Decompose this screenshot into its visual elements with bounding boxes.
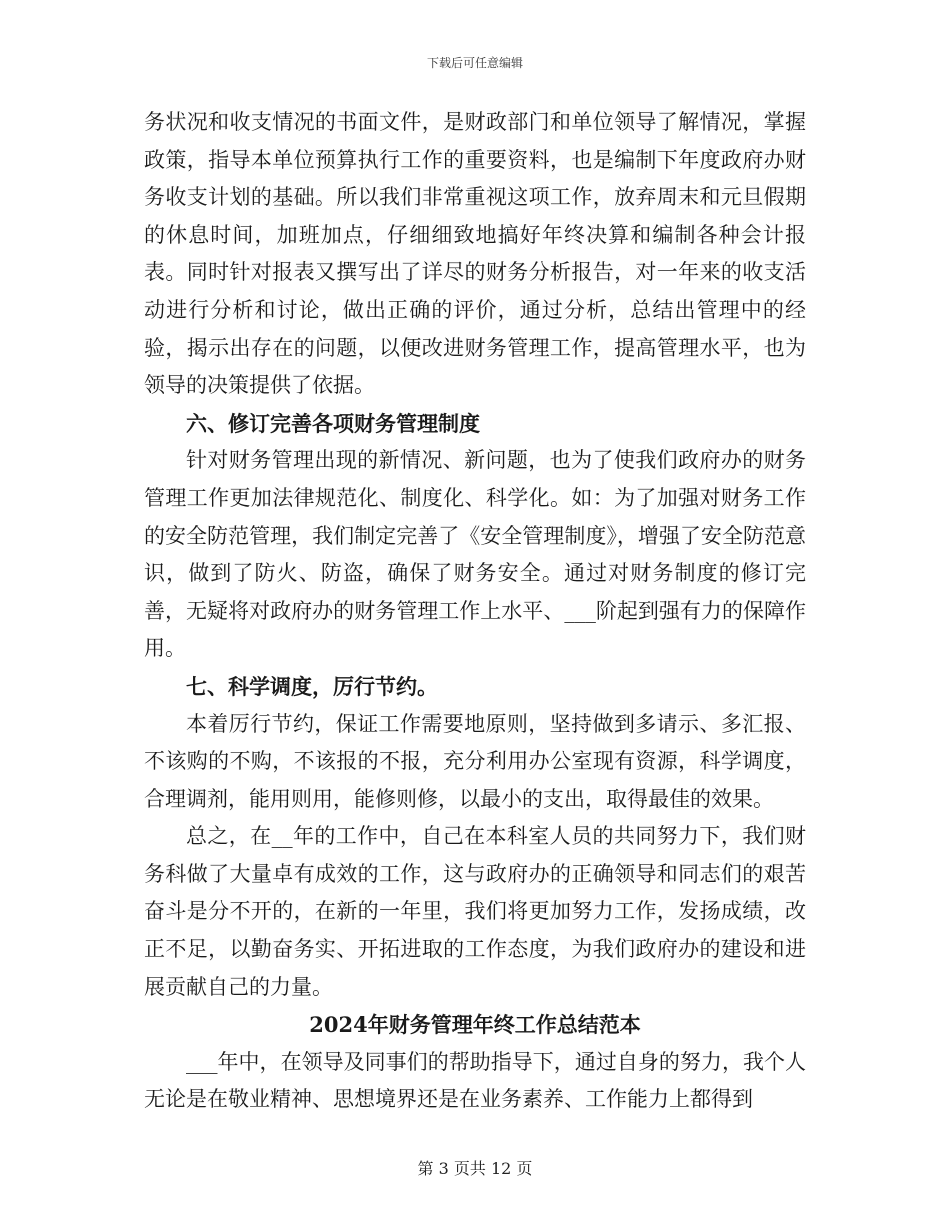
paragraph-conclusion: 总之，在__年的工作中，自己在本科室人员的共同努力下，我们财务科做了大量卓有成效的工作，这与政府办的正确领导和同志们的艰苦奋斗是分不开的，在新的一年里，我们将更加努力工作，发扬成绩，改正不足，以勤奋务实、开拓进取的工作态度，为我们政府办的建设和进展贡献自己的力量。 — [144, 824, 806, 999]
page-number: 第 3 页共 12 页 — [417, 1159, 533, 1178]
paragraph-frugality: 本着厉行节约，保证工作需要地原则，坚持做到多请示、多汇报、不该购的不购，不该报的不报，充分利用办公室现有资源，科学调度，合理调剂，能用则用，能修则修，以最小的支出，取得最佳的效果。 — [144, 711, 806, 811]
paragraph-management-system: 针对财务管理出现的新情况、新问题，也为了使我们政府办的财务管理工作更加法律规范化、制度化、科学化。如：为了加强对财务工作的安全防范管理，我们制定完善了《安全管理制度》，增强了安全防范意识，做到了防火、防盗，确保了财务安全。通过对财务制度的修订完善，无疑将对政府办的财务管理工作上水平、___阶起到强有力的保障作用。 — [144, 448, 806, 661]
document-title: 2024年财务管理年终工作总结范本 — [309, 1012, 641, 1038]
document-body — [144, 104, 806, 1119]
paragraph-intro: ___年中，在领导及同事们的帮助指导下，通过自身的努力，我个人无论是在敬业精神、思想境界还是在业务素养、工作能力上都得到 — [144, 1049, 806, 1112]
page-header-note: 下载后可任意编辑 — [426, 56, 523, 70]
section-heading-6: 六、修订完善各项财务管理制度 — [186, 410, 480, 436]
paragraph-financial-report: 务状况和收支情况的书面文件，是财政部门和单位领导了解情况，掌握政策，指导本单位预算执行工作的重要资料，也是编制下年度政府办财务收支计划的基础。所以我们非常重视这项工作，放弃周末和元旦假期的休息时间，加班加点，仔细细致地搞好年终决算和编制各种会计报表。同时针对报表又撰写出了详尽的财务分析报告，对一年来的收支活动进行分析和讨论，做出正确的评价，通过分析，总结出管理中的经验，揭示出存在的问题，以便改进财务管理工作，提高管理水平，也为领导的决策提供了依据。 — [144, 110, 806, 398]
section-heading-7: 七、科学调度，厉行节约。 — [186, 673, 438, 699]
